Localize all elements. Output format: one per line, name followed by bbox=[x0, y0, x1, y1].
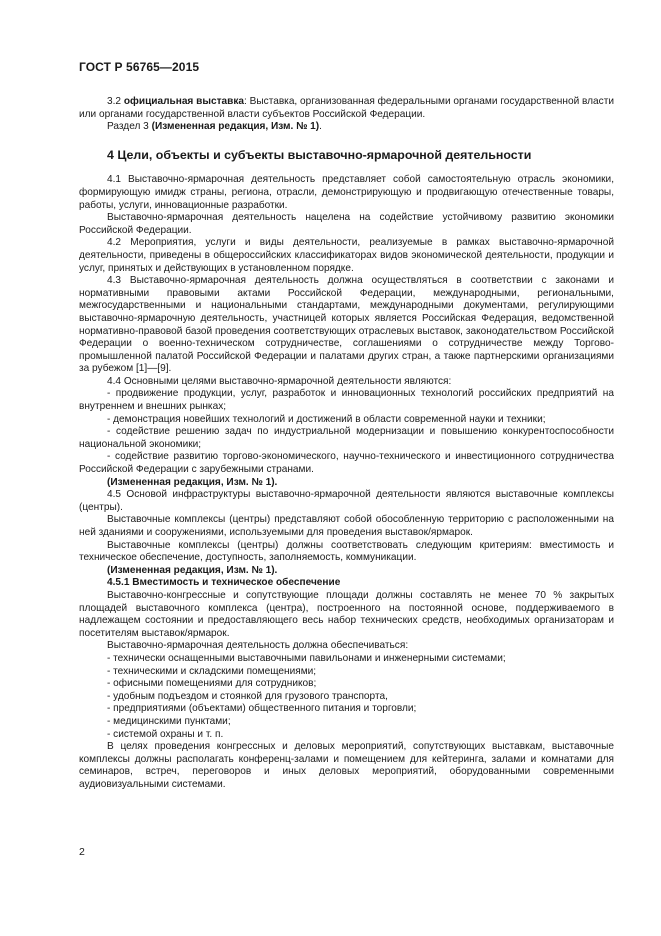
provision-item: - техническими и складскими помещениями; bbox=[107, 665, 317, 677]
definition-3-2 bbox=[79, 96, 614, 121]
amendment-note: (Измененная редакция, Изм. № 1). bbox=[107, 564, 278, 576]
provision-item: - медицинскими пунктами; bbox=[107, 715, 231, 727]
document-body bbox=[79, 96, 614, 791]
section-4-title: 4 Цели, объекты и субъекты выставочно-ярмарочной деятельности bbox=[107, 147, 532, 162]
provision-item: - предприятиями (объектами) общественного питания и торговли; bbox=[107, 703, 417, 715]
definition-number: 3.2 bbox=[107, 96, 122, 107]
paragraph-4-5c: Выставочные комплексы (центры) должны соответствовать следующим критериям: вместимость и техническое обеспечение, доступность, заполняемость, коммуникации. bbox=[79, 539, 614, 564]
provision-item: - системой охраны и т. п. bbox=[107, 728, 224, 740]
subsection-4-5-1-title: 4.5.1 Вместимость и техническое обеспечение bbox=[107, 577, 341, 589]
goal-item: - содействие развитию торгово-экономического, научно-технического и инвестиционного сотрудничества Российской Федерации с зарубежными странами. bbox=[79, 451, 614, 476]
page-number: 2 bbox=[79, 846, 85, 858]
goal-item: - продвижение продукции, услуг, разработок и инновационных технологий российских предприятий на внутреннем и внешних рынках; bbox=[79, 388, 614, 413]
document-header-id: ГОСТ Р 56765—2015 bbox=[79, 60, 200, 74]
paragraph-4-3: 4.3 Выставочно-ярмарочная деятельность должна осуществляться в соответствии с законами и нормативными правовыми актами Российской Федерации, международными, региональными, межгосударственными и национальными стандартами, международными документами, регулирующими выставочно-ярмарочную деятельность, участницей которых является Российская Федерация, ведомственной нормативно-правовой базой проведения соответствующих отраслевых выставок, законодательством Российской Федерации о военно-техническом сотрудничестве, соглашениями о сотрудничестве между Торгово-промышленной палатой Российской Федерации и палатами других стран, а также партнерскими организациями за рубежом [1]—[9]. bbox=[79, 275, 614, 375]
definition-colon: : bbox=[244, 96, 247, 107]
definition-term: официальная выставка bbox=[123, 96, 245, 107]
goal-item: - демонстрация новейших технологий и достижений в области современной науки и техники; bbox=[107, 413, 546, 425]
definition-text: Выставка, организованная федеральными органами государственной власти или органами государственной власти субъектов Российской Федерации. bbox=[79, 96, 614, 120]
goal-item: - содействие решению задач по индустриальной модернизации и повышению конкурентоспособности национальной экономики; bbox=[79, 426, 614, 450]
amendment-note: (Измененная редакция, Изм. № 1). bbox=[107, 476, 278, 488]
paragraph-4-5-1b: Выставочно-ярмарочная деятельность должна обеспечиваться: bbox=[107, 640, 409, 652]
paragraph-4-2: 4.2 Мероприятия, услуги и виды деятельности, реализуемые в рамках выставочно-ярмарочной деятельности, приведены в общероссийских классификаторах видов экономической деятельности, продукции и услуг, принятых и действующих в установленном порядке. bbox=[79, 237, 614, 274]
section3-amendment-note: Раздел 3 (Измененная редакция, Изм. № 1). bbox=[107, 121, 322, 133]
paragraph-final: В целях проведения конгрессных и деловых мероприятий, сопутствующих выставкам, выставочные комплексы должны располагать конференц-залами и помещением для кейтеринга, залами и комнатами для семинаров, встреч, переговоров и иных деловых мероприятий, оборудованными современными аудиовизуальными системами. bbox=[79, 741, 614, 790]
paragraph-4-5: 4.5 Основой инфраструктуры выставочно-ярмарочной деятельности являются выставочные комплексы (центры). bbox=[79, 489, 614, 513]
paragraph-4-5b: Выставочные комплексы (центры) представляют собой обособленную территорию с расположенными на ней зданиями и сооружениями, используемыми для проведения выставок/ярмарок. bbox=[79, 514, 614, 538]
provision-item: - офисными помещениями для сотрудников; bbox=[107, 678, 317, 690]
paragraph-4-4: 4.4 Основными целями выставочно-ярмарочной деятельности являются: bbox=[107, 375, 452, 387]
paragraph-4-5-1: Выставочно-конгрессные и сопутствующие площади должны составлять не менее 70 % закрытых площадей выставочного комплекса (центра), построенного на постоянной основе, поддерживаемого в надлежащем состоянии и предоставляющего весь набор технических средств, необходимых организаторам и посетителям выставок/ярмарок. bbox=[79, 589, 614, 639]
paragraph-4-1b: Выставочно-ярмарочная деятельность нацелена на содействие устойчивому развитию экономики Российской Федерации. bbox=[79, 212, 614, 236]
provision-item: - удобным подъездом и стоянкой для грузового транспорта, bbox=[107, 690, 388, 702]
paragraph-4-1: 4.1 Выставочно-ярмарочная деятельность представляет собой самостоятельную отрасль экономики, формирующую имидж страны, региона, отрасли, демонстрирующую и продвигающую отечественные товары, работы, услуги, инновационные разработки. bbox=[79, 174, 614, 211]
provision-item: - технически оснащенными выставочными павильонами и инженерными системами; bbox=[107, 652, 506, 664]
